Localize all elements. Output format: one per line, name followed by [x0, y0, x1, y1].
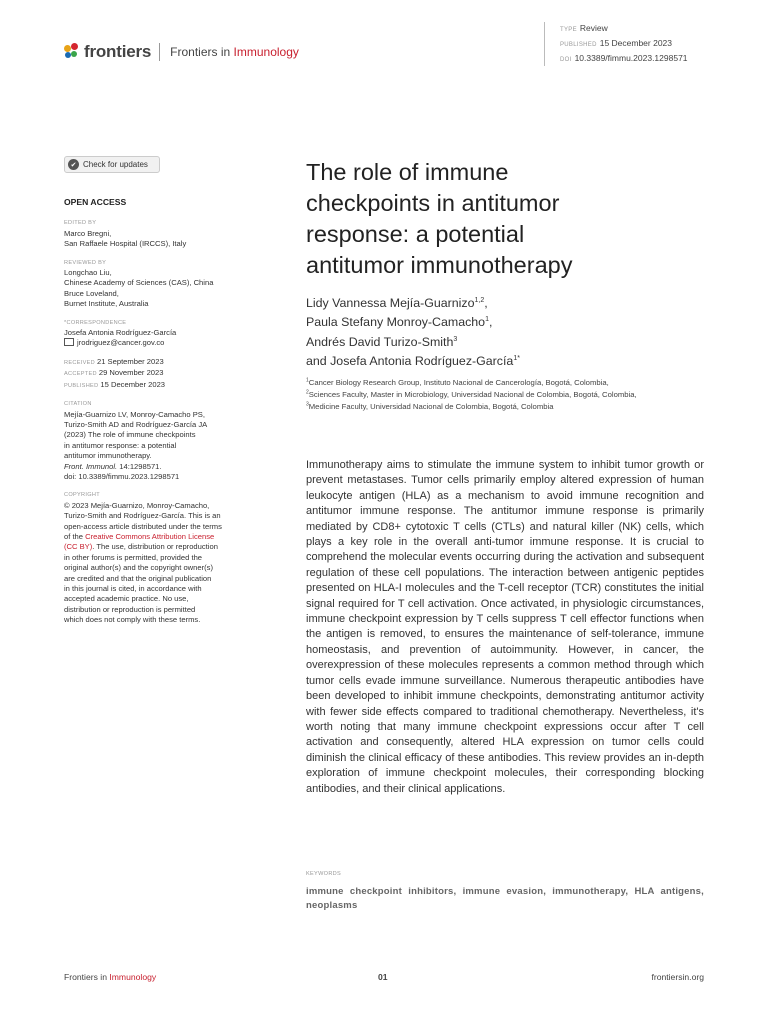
- check-updates-icon: ✔: [68, 159, 79, 170]
- author: Andrés David Turizo-Smith$^3$: [306, 334, 458, 349]
- journal-name: Frontiers in Immunology: [170, 45, 299, 59]
- affiliation: $^2$Sciences Faculty, Master in Microbiology, Universidad Nacional de Colombia, Bogotá, Colombia,: [306, 389, 637, 399]
- check-for-updates-label: Check for updates: [83, 160, 148, 169]
- published-date: PUBLISHED 15 December 2023: [64, 379, 166, 389]
- article-sidebar: [64, 197, 254, 634]
- affiliation: $^3$Medicine Faculty, Universidad Nacional de Colombia, Bogotá, Colombia: [306, 401, 554, 411]
- citation-section: CITATION Mejía-Guarnizo LV, Monroy-Camacho PS, Turizo-Smith AD and Rodríguez-García JA (2023) The role of immune checkpoints in antitumor response: a potential antitumor immunotherapy. Front. Immunol. 14:1298571. doi: 10.3389/fimmu.2023.1298571: [64, 401, 208, 481]
- meta-doi: DOI 10.3389/fimmu.2023.1298571: [560, 52, 688, 63]
- frontiers-logo-text: frontiers: [84, 42, 152, 61]
- license-link[interactable]: Creative Commons Attribution License: [85, 531, 215, 541]
- page-number: 01: [378, 972, 388, 982]
- reviewed-by-section: REVIEWED BY Longchao Liu, Chinese Academy of Sciences (CAS), China Bruce Loveland, Burnet Institute, Australia: [64, 259, 214, 309]
- header-divider: [159, 43, 160, 61]
- received-date: RECEIVED 21 September 2023: [64, 356, 164, 366]
- keywords-label: KEYWORDS: [306, 871, 342, 877]
- license-link-cc-by[interactable]: (CC BY): [64, 542, 93, 552]
- accepted-date: ACCEPTED 29 November 2023: [64, 368, 164, 378]
- affiliations: [306, 377, 637, 413]
- meta-type: TYPE Review: [560, 23, 608, 33]
- open-access-label: OPEN ACCESS: [64, 197, 127, 207]
- edited-by-section: EDITED BY Marco Bregni, San Raffaele Hospital (IRCCS), Italy: [64, 220, 187, 249]
- copyright-section: COPYRIGHT © 2023 Mejía-Guarnizo, Monroy-Camacho, Turizo-Smith and Rodríguez-García. This is an open-access article distributed under the terms of the Creative Commons Attribution License (CC BY). The use, distribution or reproduction in other forums is permitted, provided the original author(s) and the copyright owner(s) are credited and that the original publication in this journal is cited, in accordance with accepted academic practice. No use, distribution or reproduction is permitted which does not comply with these terms.: [64, 492, 222, 625]
- affiliation: $^1$Cancer Biology Research Group, Instituto Nacional de Cancerología, Bogotá, Colombia,: [306, 377, 609, 387]
- author: Paula Stefany Monroy-Camacho$^1$,: [306, 315, 493, 330]
- author-list: [306, 294, 520, 371]
- article-title: The role of immune checkpoints in antitumor response: a potential antitumor immunotherapy: [306, 159, 573, 278]
- check-for-updates-button[interactable]: [64, 156, 160, 173]
- journal-header: [64, 42, 299, 62]
- article-meta: [544, 22, 688, 66]
- abstract: Immunotherapy aims to stimulate the immune system to inhibit tumor growth or prevent metastases. Tumor cells primarily employ altered expression of human leukocyte antigen (HLA) as a mechanism to avoid immune recognition and antitumor immune response. The antitumor immune response is primarily mediated by CD8+ cytotoxic T cells (CTLs) and natural killer (NK) cells, which plays a key role in the overall anti-tumor immune response. It is crucial to comprehend the molecular events occurring during the activation and subsequent regulation of these cell populations. The interaction between antigenic peptides presented on HLA-I molecules and the T-cell receptor (TCR) constitutes the initial signal required for T cell activation. Once activated, in physiologic circumstances, immune checkpoint expression by T cells suppress T cell effector functions when the antigen is removed, to ensures the maintenance of self-tolerance, immune homeostasis, and prevention of autoimmunity. However, in cancer, the overexpression of these molecules represents a common method through which tumor cells evade immune surveillance. Numerous therapeutic antibodies have been developed to inhibit immune checkpoints, demonstrating antitumor activity with fewer side effects compared to traditional chemotherapy. Nevertheless, it's worth noting that many immune checkpoint expressions occur after T cell activation and consequently, altered HLA expression on tumor cells could diminish the clinical efficacy of these antibodies. This review provides an in-depth exploration of immune checkpoint molecules, their corresponding blocking antibodies, and their clinical applications.: [306, 459, 704, 795]
- footer-journal: Frontiers in Immunology: [64, 972, 157, 982]
- meta-published: PUBLISHED 15 December 2023: [560, 37, 673, 48]
- email-icon: [64, 338, 74, 346]
- keywords: immune checkpoint inhibitors, immune evasion, immunotherapy, HLA antigens, neoplasms: [306, 886, 704, 911]
- footer-site-link[interactable]: frontiersin.org: [651, 972, 704, 982]
- dates-section: [64, 357, 254, 391]
- author: and Josefa Antonia Rodríguez-García$^{1*}$: [306, 353, 520, 368]
- correspondence-email-link[interactable]: jrodriguez@cancer.gov.co: [64, 338, 254, 348]
- frontiers-logo-icon: [64, 43, 78, 61]
- author: Lidy Vannessa Mejía-Guarnizo$^{1,2}$,: [306, 296, 488, 310]
- correspondence-section: *CORRESPONDENCE Josefa Antonia Rodríguez-García jrodriguez@cancer.gov.co: [64, 318, 254, 349]
